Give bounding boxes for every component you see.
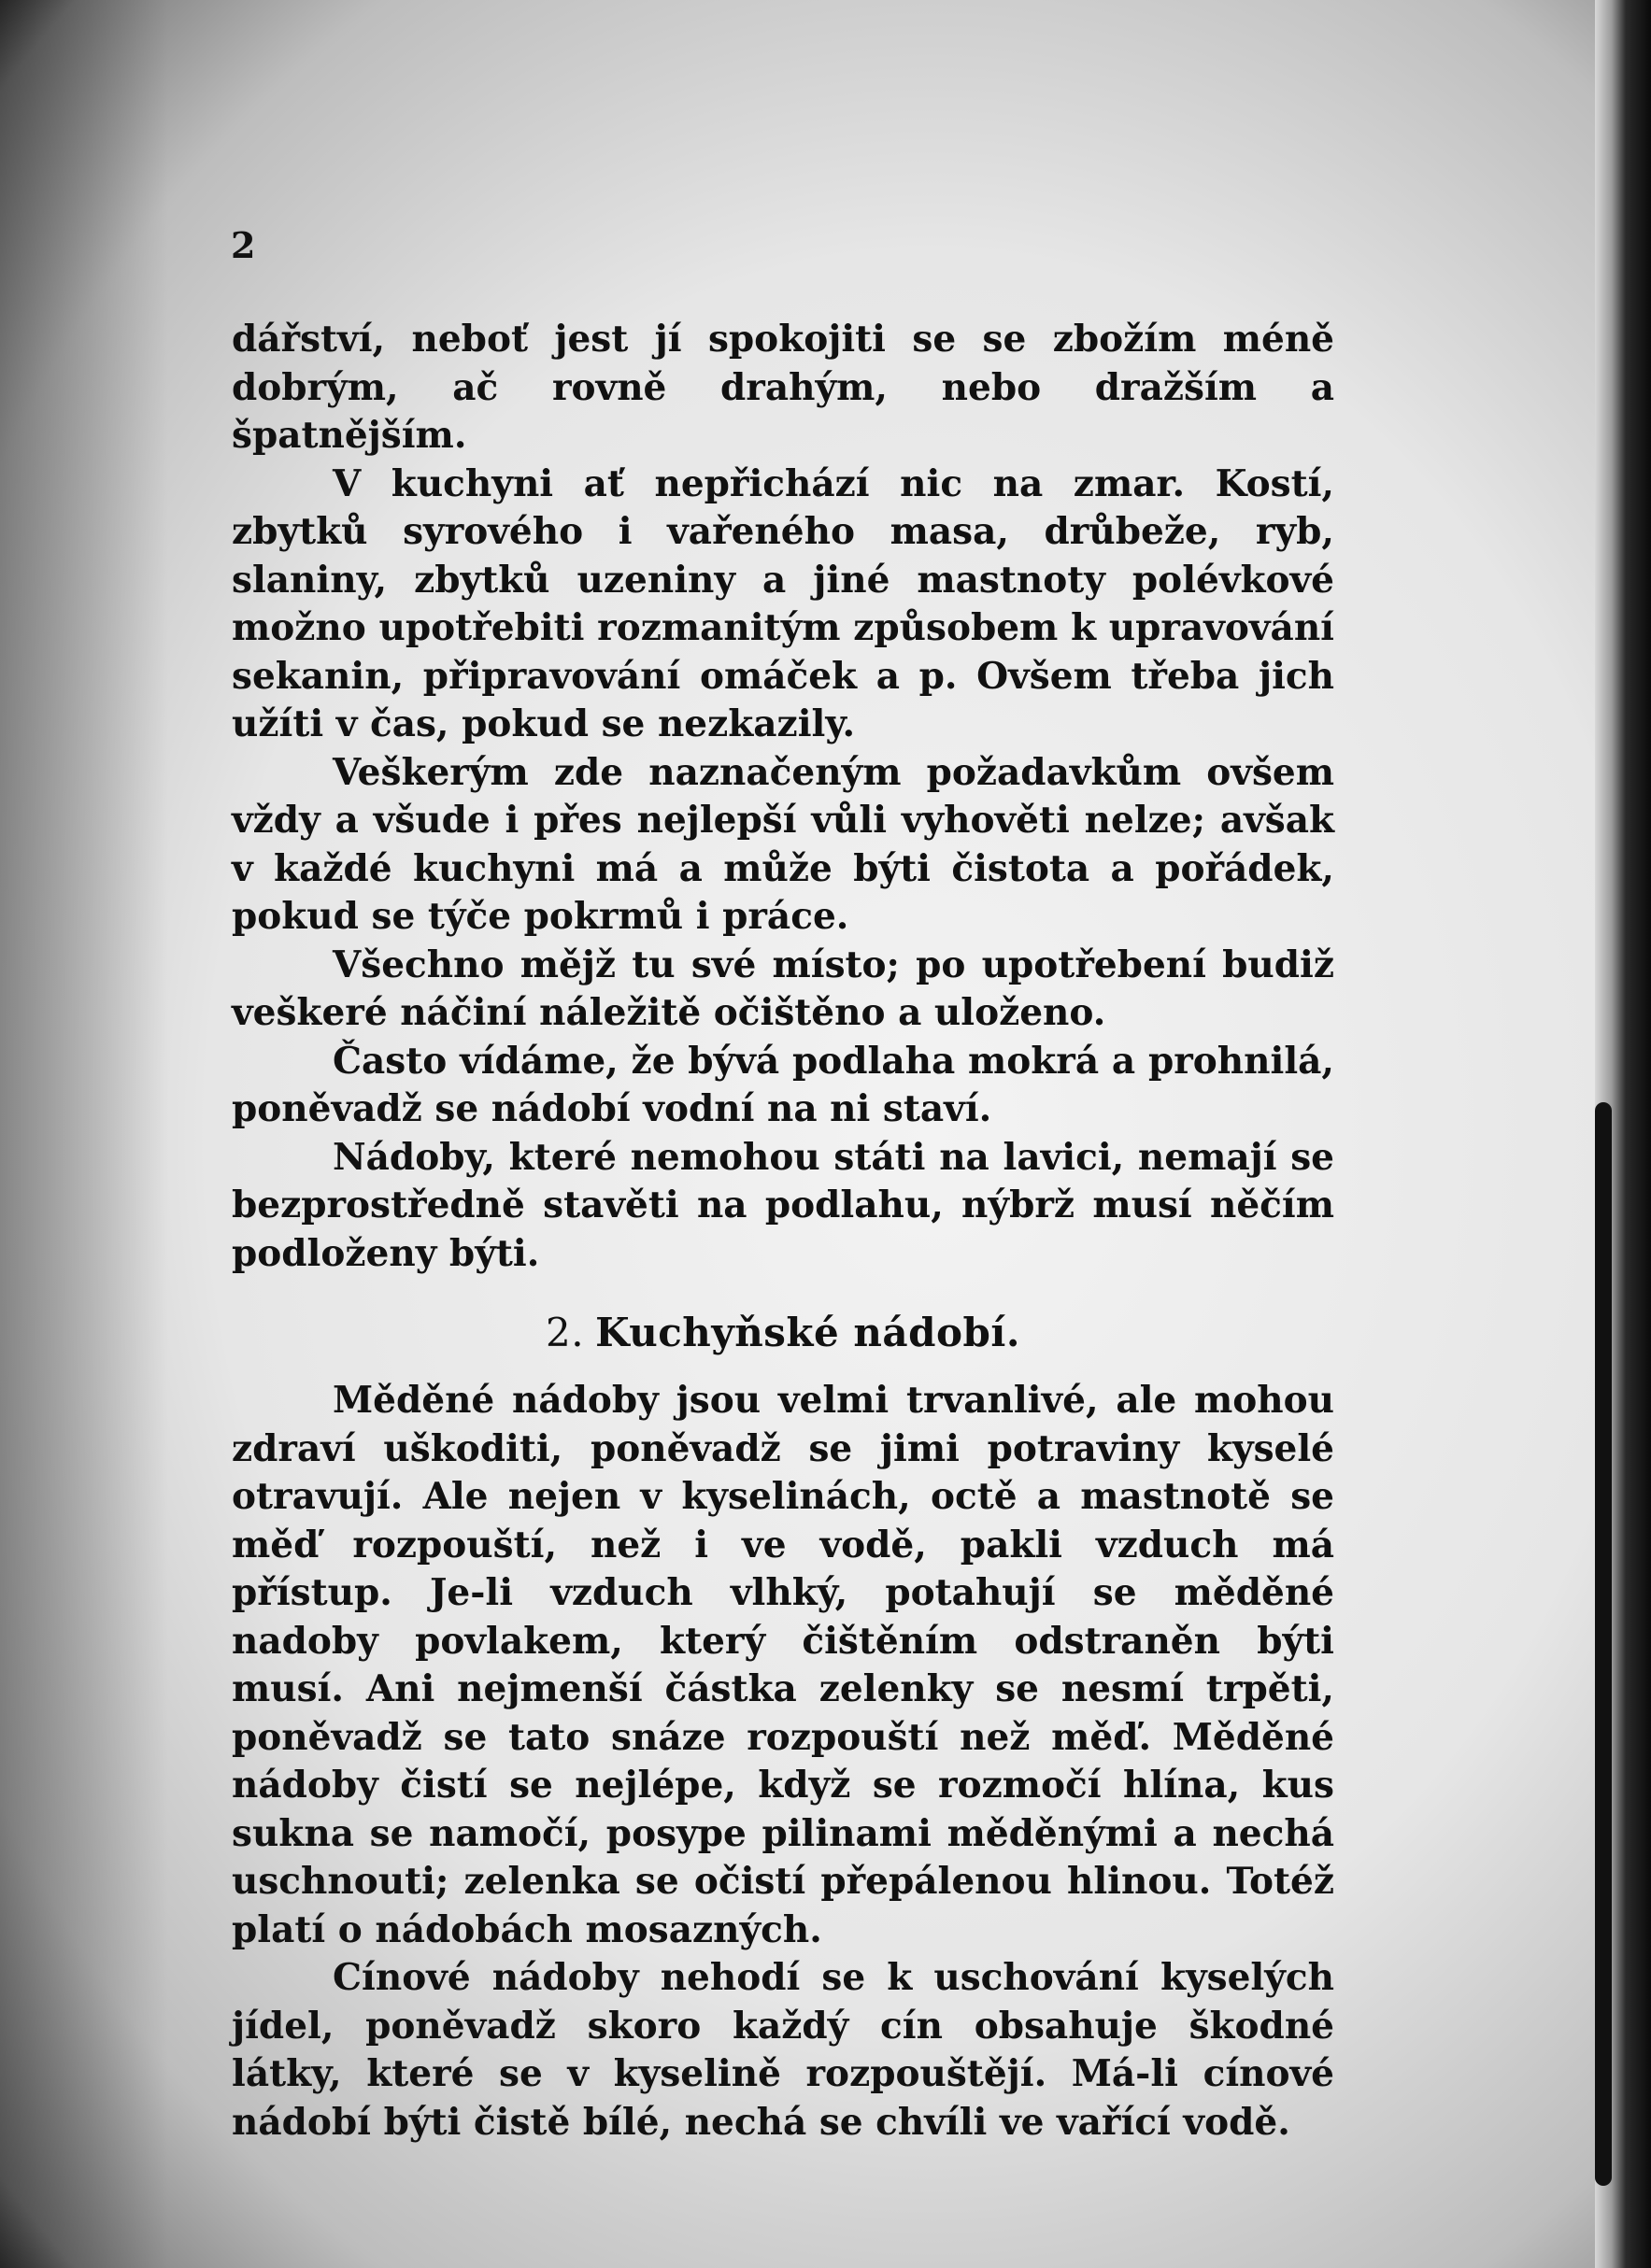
page-number: 2 xyxy=(231,224,256,266)
paragraph: dářství, neboť jest jí spokojiti se se zbožím méně dobrým, ač rovně drahým, nebo dražším a špatnějším. xyxy=(232,318,1334,457)
section-heading xyxy=(232,1308,1334,1358)
page-edge-shadow xyxy=(1595,0,1651,2268)
section-heading-title: Kuchyňské nádobí. xyxy=(595,1310,1020,1355)
page-text xyxy=(232,316,1334,2147)
paragraph: Nádoby, které nemohou státi na lavici, nemají se bezprostředně stavěti na podlahu, nýbrž musí něčím podloženy býti. xyxy=(232,1135,1334,1275)
section-heading-number: 2. xyxy=(546,1310,585,1355)
paragraph: Cínové nádoby nehodí se k uschování kyselých jídel, poněvadž skoro každý cín obsahuje škodné látky, které se v kyselině rozpouštějí. Má-li cínové nádobí býti čistě bílé, nechá se chvíli ve vařící vodě. xyxy=(232,1956,1334,2144)
torn-edge-mark xyxy=(1595,1102,1612,2186)
paragraph: Měděné nádoby jsou velmi trvanlivé, ale mohou zdraví uškoditi, poněvadž se jimi potraviny kyselé otravují. Ale nejen v kyselinách, octě a mastnotě se měď rozpouští, než i ve vodě, pakli vzduch má přístup. Je-li vzduch vlhký, potahují se měděné nadoby povlakem, který čištěním odstraněn býti musí. Ani nejmenší částka zelenky se nesmí trpěti, poněvadž se tato snáze rozpouští než měď. Měděné nádoby čistí se nejlépe, když se rozmočí hlína, kus sukna se namočí, posype pilinami měděnými a nechá uschnouti; zelenka se očistí přepálenou hlinou. Totéž platí o nádobách mosazných. xyxy=(232,1379,1334,1951)
paragraph: V kuchyni ať nepřichází nic na zmar. Kostí, zbytků syrového i vařeného masa, drůbeže, ryb, slaniny, zbytků uzeniny a jiné mastnoty polévkové možno upotřebiti rozmanitým způsobem k upravování sekanin, připravování omáček a p. Ovšem třeba jich užíti v čas, pokud se nezkazily. xyxy=(232,461,1334,745)
paragraph: Veškerým zde naznačeným požadavkům ovšem vždy a všude i přes nejlepší vůli vyhověti nelze; avšak v každé kuchyni má a může býti čistota a pořádek, pokud se týče pokrmů i práce. xyxy=(232,750,1334,938)
paragraph: Všechno mějž tu své místo; po upotřebení budiž veškeré náčiní náležitě očištěno a uloženo. xyxy=(232,943,1334,1034)
paragraph: Často vídáme, že bývá podlaha mokrá a prohnilá, poněvadž se nádobí vodní na ni staví. xyxy=(232,1039,1334,1130)
